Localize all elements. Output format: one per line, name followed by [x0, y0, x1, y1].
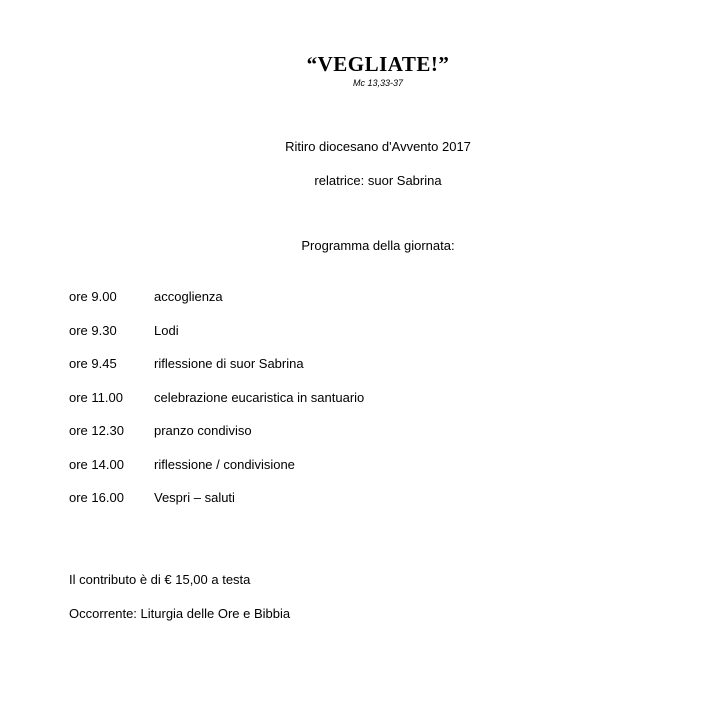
schedule-time: ore 14.00	[69, 456, 124, 472]
schedule-time: ore 11.00	[69, 389, 123, 405]
schedule-list	[69, 289, 364, 524]
schedule-activity: accoglienza	[154, 289, 223, 304]
retreat-title: Ritiro diocesano d'Avvento 2017	[285, 139, 471, 154]
scripture-reference: Mc 13,33-37	[352, 78, 404, 88]
schedule-row	[69, 289, 364, 323]
schedule-activity: pranzo condiviso	[154, 423, 252, 438]
program-heading: Programma della giornata:	[301, 238, 455, 253]
contribution-note: Il contributo è di € 15,00 a testa	[69, 572, 251, 587]
schedule-row	[69, 323, 364, 357]
schedule-time: ore 9.00	[69, 289, 117, 304]
required-items-note: Occorrente: Liturgia delle Ore e Bibbia	[69, 606, 291, 621]
schedule-row	[69, 390, 364, 424]
schedule-activity: riflessione di suor Sabrina	[154, 356, 304, 371]
schedule-row	[69, 356, 364, 390]
schedule-row	[69, 423, 364, 457]
schedule-time: ore 16.00	[69, 490, 124, 505]
schedule-time: ore 9.30	[69, 322, 117, 338]
schedule-activity: Vespri – saluti	[154, 490, 235, 505]
schedule-row	[69, 490, 364, 524]
page-title: “VEGLIATE!”	[306, 52, 450, 76]
schedule-row	[69, 457, 364, 491]
schedule-activity: riflessione / condivisione	[154, 456, 295, 472]
schedule-time: ore 12.30	[69, 423, 124, 438]
schedule-activity: Lodi	[154, 322, 179, 338]
schedule-time: ore 9.45	[69, 356, 117, 371]
speaker-line: relatrice: suor Sabrina	[314, 173, 442, 188]
schedule-activity: celebrazione eucaristica in santuario	[154, 389, 365, 405]
